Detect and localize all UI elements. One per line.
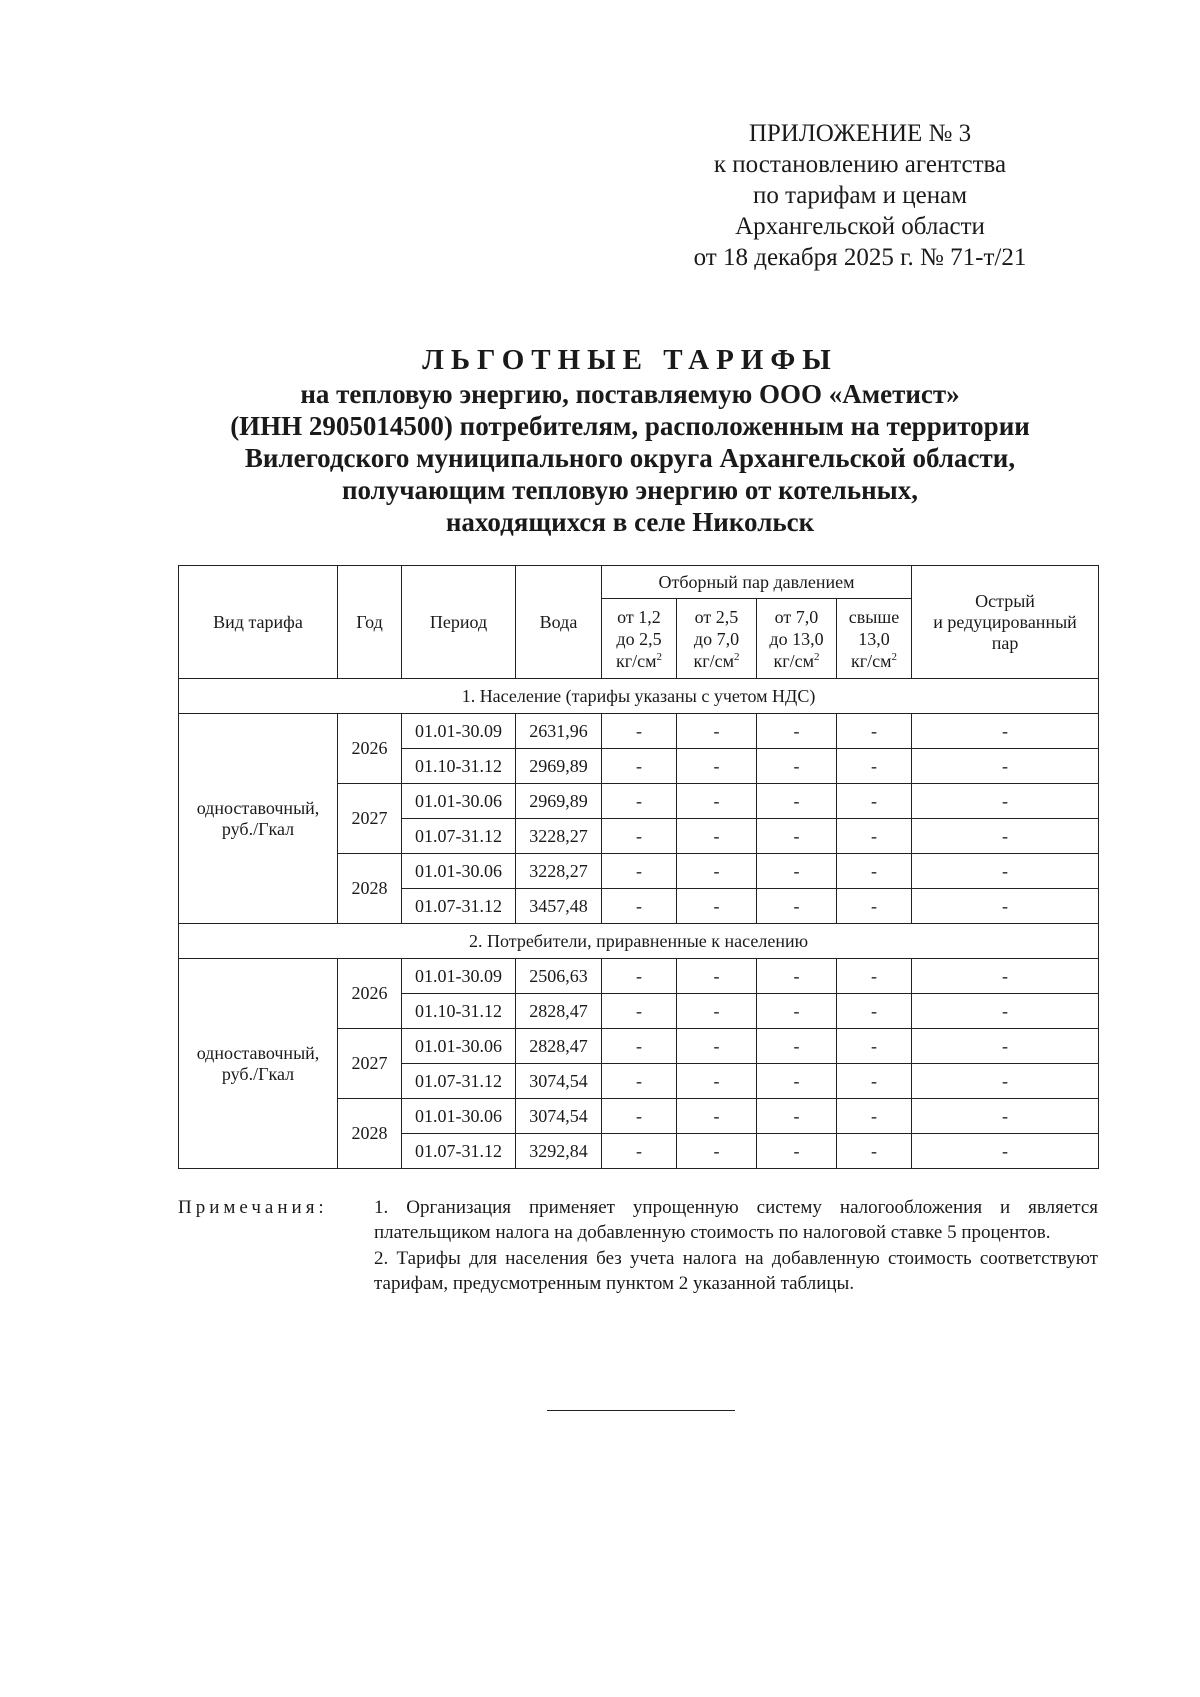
period-cell: 01.07-31.12 [402, 819, 516, 854]
tariff-type-line: руб./Гкал [221, 1063, 295, 1084]
steam-cell: - [602, 714, 677, 749]
steam-col-line: 13,0 [858, 628, 890, 649]
steam-cell: - [757, 1029, 837, 1064]
year-cell: 2028 [338, 854, 402, 924]
steam-cell: - [677, 784, 757, 819]
header-steam-col [837, 599, 912, 679]
period-cell: 01.01-30.06 [402, 854, 516, 889]
section-row [179, 924, 1099, 959]
steam-cell: - [837, 994, 912, 1029]
title-main: ЛЬГОТНЫЕ ТАРИФЫ [422, 344, 838, 376]
section-title: 2. Потребители, приравненные к населению [179, 924, 1099, 959]
sharp-steam-cell: - [912, 749, 1099, 784]
steam-cell: - [677, 1029, 757, 1064]
steam-cell: - [757, 784, 837, 819]
steam-cell: - [837, 1029, 912, 1064]
sharp-steam-cell: - [912, 1064, 1099, 1099]
appendix-header [660, 118, 1060, 273]
steam-cell: - [837, 959, 912, 994]
steam-cell: - [757, 959, 837, 994]
steam-cell: - [837, 854, 912, 889]
steam-cell: - [677, 714, 757, 749]
header-year: Год [338, 566, 402, 679]
steam-cell: - [757, 749, 837, 784]
section-row [179, 679, 1099, 714]
section-title: 1. Население (тарифы указаны с учетом НДС) [179, 679, 1099, 714]
steam-cell: - [677, 749, 757, 784]
header-steam-group: Отборный пар давлением [602, 566, 912, 599]
year-cell: 2027 [338, 1029, 402, 1099]
period-cell: 01.10-31.12 [402, 994, 516, 1029]
steam-col-line: от 1,2 [617, 606, 661, 627]
period-cell: 01.01-30.06 [402, 784, 516, 819]
note-item: 1. Организация применяет упрощенную систему налогообложения и является плательщиком налога на добавленную стоимость по налоговой ставке 5 процентов. [374, 1197, 1098, 1243]
title-line: получающим тепловую энергию от котельных, [341, 475, 918, 505]
period-cell: 01.07-31.12 [402, 889, 516, 924]
water-cell: 3457,48 [516, 889, 602, 924]
steam-cell: - [602, 994, 677, 1029]
steam-col-unit: $кг/см^2$ [773, 650, 820, 671]
sharp-steam-cell: - [912, 1134, 1099, 1169]
water-cell: 2828,47 [516, 994, 602, 1029]
title-line: (ИНН 2905014500) потребителям, расположенным на территории [230, 411, 1030, 441]
steam-cell: - [757, 889, 837, 924]
steam-cell: - [757, 1064, 837, 1099]
notes-label: Примечания: [178, 1197, 328, 1218]
steam-col-unit: $кг/см^2$ [851, 650, 898, 671]
steam-cell: - [602, 784, 677, 819]
steam-col-line: до 13,0 [769, 628, 824, 649]
appendix-line: ПРИЛОЖЕНИЕ № 3 [748, 120, 972, 147]
period-cell: 01.01-30.06 [402, 1029, 516, 1064]
period-cell: 01.01-30.09 [402, 959, 516, 994]
steam-cell: - [677, 1064, 757, 1099]
water-cell: 2969,89 [516, 784, 602, 819]
sharp-steam-cell: - [912, 994, 1099, 1029]
sharp-steam-cell: - [912, 959, 1099, 994]
header-sharp-line: и редуцированный [933, 611, 1077, 632]
year-cell: 2026 [338, 714, 402, 784]
steam-cell: - [757, 1099, 837, 1134]
steam-cell: - [837, 1099, 912, 1134]
appendix-line: Архангельской области [735, 213, 985, 240]
title-line: на тепловую энергию, поставляемую ООО «Аметист» [300, 379, 960, 409]
notes-body [374, 1195, 1098, 1297]
appendix-line: к постановлению агентства [713, 151, 1007, 178]
year-cell: 2026 [338, 959, 402, 1029]
header-period: Период [402, 566, 516, 679]
sharp-steam-cell: - [912, 819, 1099, 854]
water-cell: 2506,63 [516, 959, 602, 994]
header-steam-col [602, 599, 677, 679]
steam-cell: - [677, 889, 757, 924]
water-cell: 3074,54 [516, 1099, 602, 1134]
table-header-row [179, 566, 1099, 599]
header-sharp-line: Острый [975, 590, 1035, 611]
sharp-steam-cell: - [912, 1029, 1099, 1064]
water-cell: 2969,89 [516, 749, 602, 784]
steam-cell: - [837, 819, 912, 854]
period-cell: 01.07-31.12 [402, 1134, 516, 1169]
tariffs-table [178, 565, 1099, 1169]
appendix-line: по тарифам и ценам [752, 182, 968, 209]
steam-cell: - [837, 749, 912, 784]
period-cell: 01.01-30.06 [402, 1099, 516, 1134]
appendix-line: от 18 декабря 2025 г. № 71-т/21 [693, 244, 1027, 271]
steam-col-line: от 7,0 [774, 606, 819, 627]
sharp-steam-cell: - [912, 714, 1099, 749]
title-line: Вилегодского муниципального округа Архангельской области, [244, 443, 1016, 473]
steam-cell: - [677, 819, 757, 854]
steam-cell: - [837, 1134, 912, 1169]
header-steam-col [677, 599, 757, 679]
title-line: находящихся в селе Никольск [445, 507, 815, 537]
water-cell: 3074,54 [516, 1064, 602, 1099]
tariff-type-line: одноставочный, [196, 1042, 320, 1063]
header-sharp-steam [912, 566, 1099, 679]
header-tariff-type: Вид тарифа [179, 566, 338, 679]
steam-cell: - [757, 714, 837, 749]
steam-cell: - [837, 889, 912, 924]
tariff-type-line: одноставочный, [196, 797, 320, 818]
water-cell: 3292,84 [516, 1134, 602, 1169]
sharp-steam-cell: - [912, 1099, 1099, 1134]
closing-rule [547, 1410, 735, 1411]
steam-cell: - [602, 819, 677, 854]
sharp-steam-cell: - [912, 784, 1099, 819]
steam-cell: - [602, 854, 677, 889]
header-sharp-line: пар [991, 632, 1019, 653]
sharp-steam-cell: - [912, 854, 1099, 889]
table-row [179, 959, 1099, 994]
water-cell: 3228,27 [516, 854, 602, 889]
year-cell: 2027 [338, 784, 402, 854]
steam-cell: - [602, 889, 677, 924]
water-cell: 2828,47 [516, 1029, 602, 1064]
steam-col-line: до 7,0 [693, 628, 740, 649]
period-cell: 01.10-31.12 [402, 749, 516, 784]
steam-cell: - [677, 1134, 757, 1169]
tariff-type-cell [179, 959, 338, 1169]
tariff-type-cell [179, 714, 338, 924]
steam-cell: - [602, 1029, 677, 1064]
water-cell: 3228,27 [516, 819, 602, 854]
steam-cell: - [837, 714, 912, 749]
steam-cell: - [677, 1099, 757, 1134]
tariff-type-line: руб./Гкал [221, 818, 295, 839]
steam-cell: - [757, 994, 837, 1029]
steam-cell: - [677, 994, 757, 1029]
steam-col-line: свыше [848, 606, 900, 627]
steam-col-line: до 2,5 [616, 628, 662, 649]
steam-cell: - [837, 784, 912, 819]
steam-cell: - [837, 1064, 912, 1099]
note-item: 2. Тарифы для населения без учета налога на добавленную стоимость соответствуют тарифам, предусмотренным пунктом 2 указанной таблицы. [374, 1248, 1098, 1294]
steam-cell: - [602, 1134, 677, 1169]
steam-cell: - [757, 854, 837, 889]
header-steam-col [757, 599, 837, 679]
water-cell: 2631,96 [516, 714, 602, 749]
steam-cell: - [677, 959, 757, 994]
table-row [179, 714, 1099, 749]
steam-col-unit: $кг/см^2$ [615, 650, 662, 671]
document-title [170, 342, 1090, 538]
steam-cell: - [602, 1064, 677, 1099]
steam-col-unit: $кг/см^2$ [693, 650, 740, 671]
header-water: Вода [516, 566, 602, 679]
steam-cell: - [602, 959, 677, 994]
year-cell: 2028 [338, 1099, 402, 1169]
steam-cell: - [757, 1134, 837, 1169]
period-cell: 01.07-31.12 [402, 1064, 516, 1099]
steam-cell: - [602, 1099, 677, 1134]
steam-cell: - [757, 819, 837, 854]
steam-col-line: от 2,5 [694, 606, 739, 627]
steam-cell: - [602, 749, 677, 784]
sharp-steam-cell: - [912, 889, 1099, 924]
steam-cell: - [677, 854, 757, 889]
period-cell: 01.01-30.09 [402, 714, 516, 749]
